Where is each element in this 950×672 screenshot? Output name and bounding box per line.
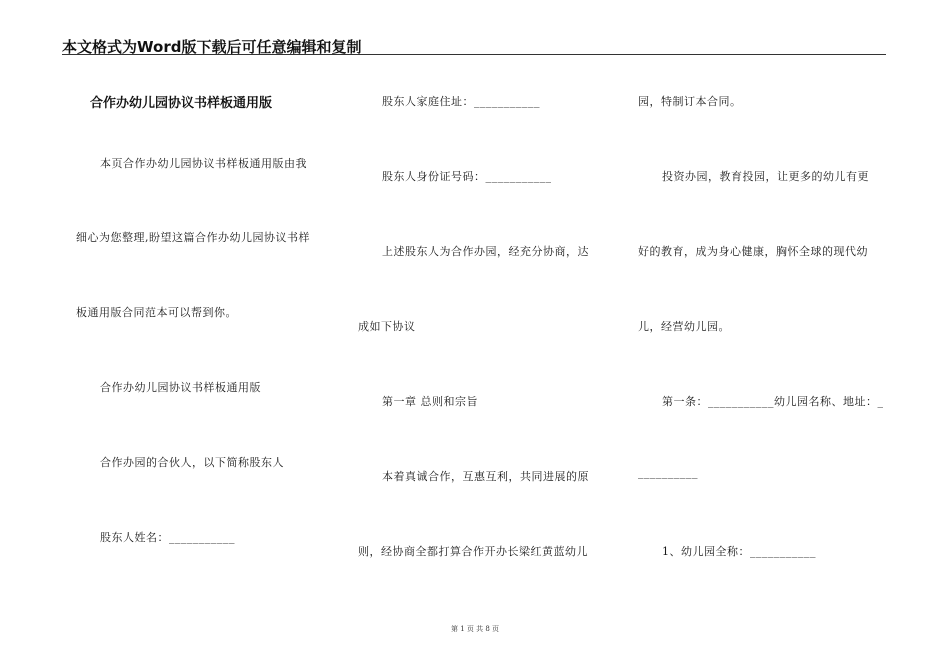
text-column-3: [630, 0, 888, 672]
paragraph-line: 细心为您整理,盼望这篇合作办幼儿园协议书样: [76, 231, 310, 244]
form-field-line: 股东人身份证号码：___________: [382, 170, 552, 183]
paragraph-line: 合作办园的合伙人，以下简称股东人: [100, 456, 284, 469]
paragraph-line: 板通用版合同范本可以帮到你。: [76, 306, 237, 319]
form-field-line: 1、幼儿园全称：___________: [662, 545, 816, 558]
form-field-line: 股东人家庭住址：___________: [382, 95, 540, 108]
paragraph-line: 儿，经营幼儿园。: [638, 320, 730, 333]
form-field-line: 股东人姓名：___________: [100, 531, 235, 544]
paragraph-line: 本着真诚合作，互惠互利，共同进展的原: [382, 470, 589, 483]
form-field-line: __________: [638, 466, 698, 479]
paragraph-line: 好的教育，成为身心健康，胸怀全球的现代幼: [638, 245, 868, 258]
text-column-2: [352, 0, 620, 672]
paragraph-line: 园，特制订本合同。: [638, 95, 742, 108]
paragraph-line: 本页合作办幼儿园协议书样板通用版由我: [100, 157, 307, 170]
paragraph-line: 上述股东人为合作办园，经充分协商，达: [382, 245, 589, 258]
article-line: 第一条：___________幼儿园名称、地址：_: [662, 395, 884, 408]
page-number-footer: 第 1 页 共 8 页: [450, 625, 500, 633]
chapter-heading: 第一章 总则和宗旨: [382, 395, 478, 408]
paragraph-line: 成如下协议: [358, 320, 416, 333]
paragraph-line: 投资办园，教育投园，让更多的幼儿有更: [662, 170, 869, 183]
paragraph-line: 合作办幼儿园协议书样板通用版: [100, 381, 261, 394]
document-title: 合作办幼儿园协议书样板通用版: [90, 96, 273, 111]
document-header-title: 本文格式为Word版下载后可任意编辑和复制: [62, 38, 362, 56]
text-column-1: [62, 0, 342, 672]
paragraph-line: 则，经协商全都打算合作开办长梁红黄蓝幼儿: [358, 545, 588, 558]
